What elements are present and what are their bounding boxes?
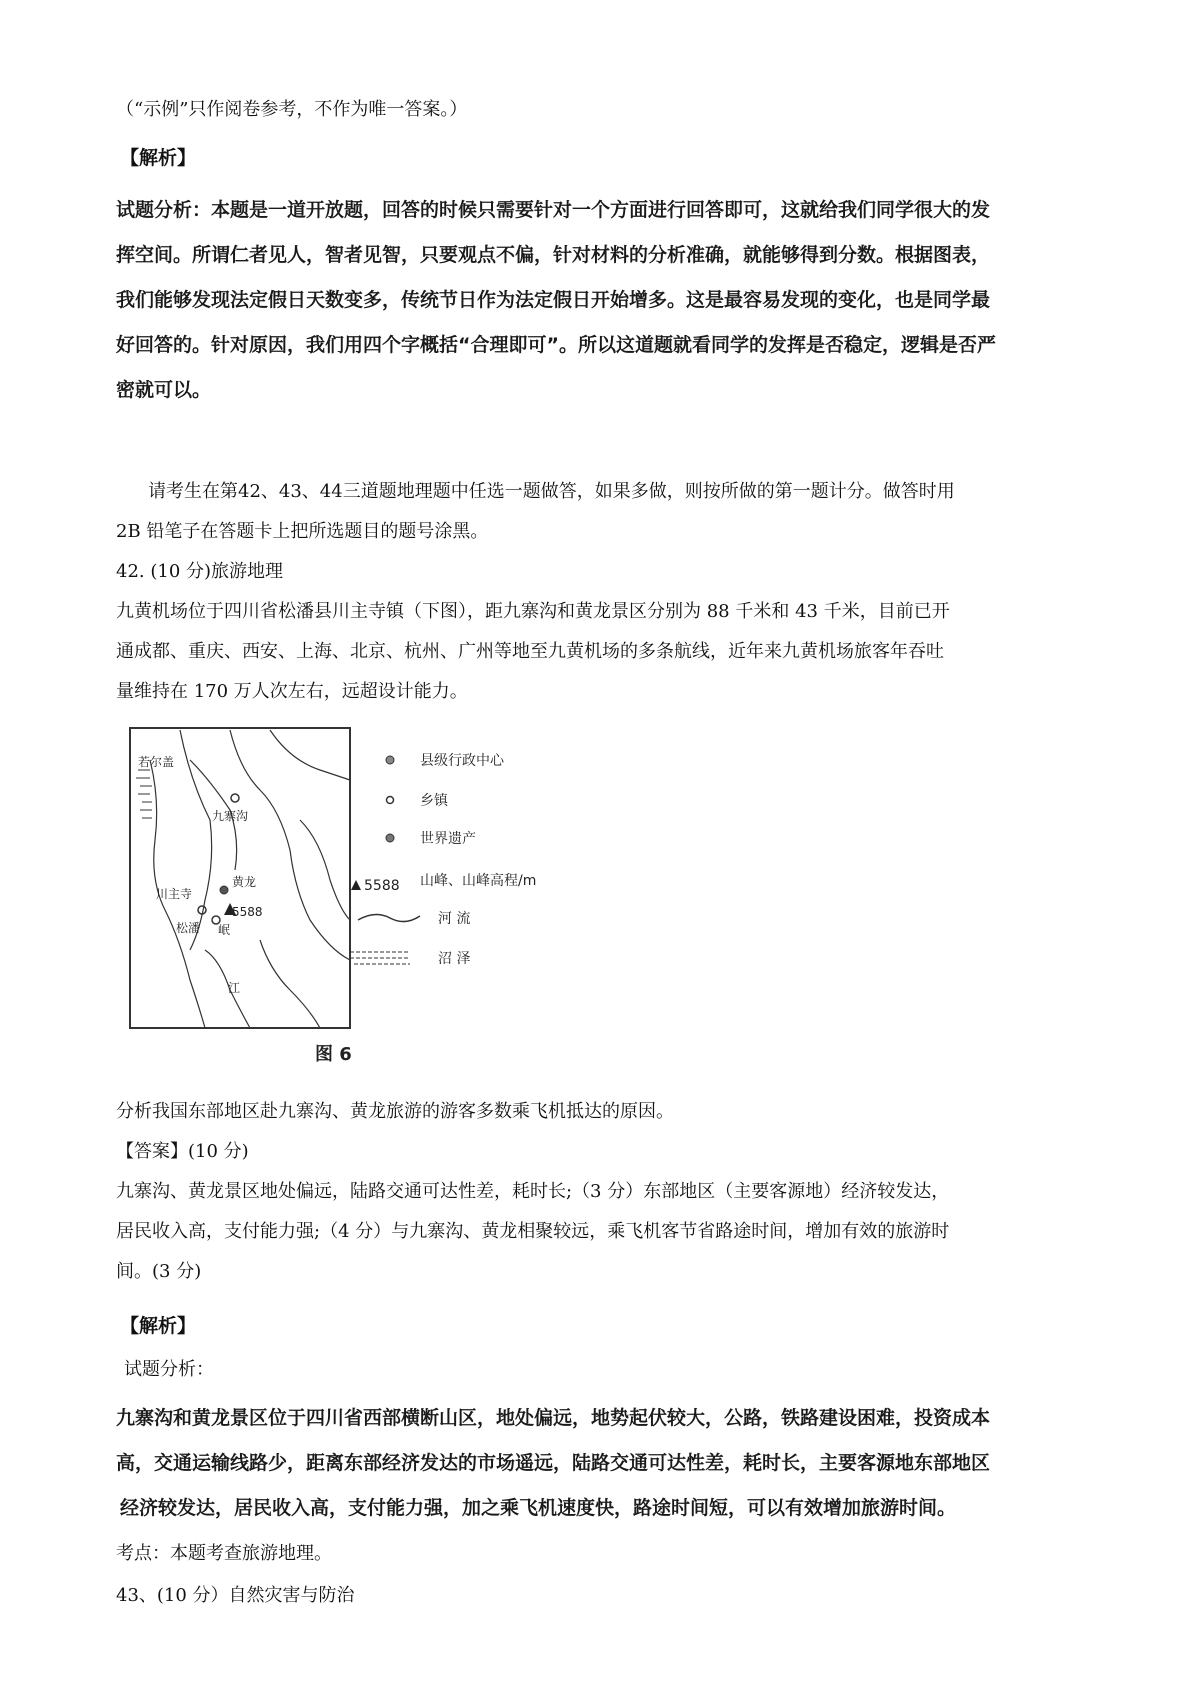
- place-jiuzhaigou: 九寨沟: [212, 809, 249, 823]
- svg-text:沼 泽: 沼 泽: [438, 951, 471, 967]
- instruction-line: 请考生在第42、43、44三道题地理题中任选一题做答，如果多做，则按所做的第一题计分。做答时用: [148, 481, 955, 502]
- analysis-line: 我们能够发现法定假日天数变多，传统节日作为法定假日开始增多。这是最容易发现的变化，也是同学最: [116, 289, 991, 311]
- river-jiang-label: 江: [228, 981, 241, 995]
- place-chuanzhusi: 川主寺: [156, 887, 193, 901]
- analysis2-heading: 【解析】: [120, 1315, 197, 1337]
- svg-text:5588: 5588: [364, 878, 400, 894]
- svg-text:乡镇: 乡镇: [420, 793, 448, 809]
- peak-label: 5588: [232, 905, 263, 919]
- analysis-line: 试题分析：本题是一道开放题，回答的时候只需要针对一个方面进行回答即可，这就给我们同学很大的发: [116, 199, 991, 221]
- river-min-label: 岷: [218, 923, 231, 937]
- figure-caption: 图 6: [315, 1044, 352, 1065]
- kaodian: 考点：本题考查旅游地理。: [116, 1543, 332, 1564]
- analysis2-line: 九寨沟和黄龙景区位于四川省西部横断山区，地处偏远，地势起伏较大，公路，铁路建设困难，投资成本: [116, 1407, 991, 1429]
- place-songpan: 松潘: [176, 921, 201, 935]
- svg-text:县级行政中心: 县级行政中心: [420, 753, 504, 769]
- analysis-heading: 【解析】: [120, 147, 197, 169]
- svg-text:世界遗产: 世界遗产: [420, 831, 476, 847]
- svg-text:山峰、山峰高程/m: 山峰、山峰高程/m: [420, 873, 537, 889]
- analysis2-line: 经济较发达，居民收入高，支付能力强，加之乘飞机速度快，路途时间短，可以有效增加旅游时间。: [120, 1497, 957, 1519]
- question-42-stem: 九黄机场位于四川省松潘县川主寺镇（下图），距九寨沟和黄龙景区分别为 88 千米和 43 千米，目前已开: [116, 601, 950, 622]
- analysis-line: 好回答的。针对原因，我们用四个字概括“合理即可”。所以这道题就看同学的发挥是否稳定，逻辑是否严: [116, 334, 996, 356]
- question-42-prompt: 分析我国东部地区赴九寨沟、黄龙旅游的游客多数乘飞机抵达的原因。: [116, 1101, 674, 1122]
- analysis2-line: 高，交通运输线路少，距离东部经济发达的市场遥远，陆路交通可达性差，耗时长，主要客源地东部地区: [116, 1452, 991, 1474]
- analysis-line: 挥空间。所谓仁者见人，智者见智，只要观点不偏，针对材料的分析准确，就能够得到分数。根据图表，: [116, 244, 991, 266]
- question-42-stem: 量维持在 170 万人次左右，远超设计能力。: [116, 681, 468, 702]
- example-note: （“示例”只作阅卷参考，不作为唯一答案。）: [116, 99, 468, 120]
- answer-line: 九寨沟、黄龙景区地处偏远，陆路交通可达性差，耗时长;（3 分）东部地区（主要客源地）经济较发达，: [116, 1181, 950, 1202]
- question-42-stem: 通成都、重庆、西安、上海、北京、杭州、广州等地至九黄机场的多条航线，近年来九黄机场旅客年吞吐: [116, 641, 944, 662]
- answer-heading: 【答案】(10 分): [116, 1141, 249, 1162]
- question-42-title: 42. (10 分)旅游地理: [116, 561, 284, 582]
- map-figure: [120, 720, 620, 1080]
- place-huanglong: 黄龙: [232, 875, 257, 889]
- instruction-line: 2B 铅笔子在答题卡上把所选题目的题号涂黑。: [116, 521, 489, 542]
- analysis2-sub: 试题分析：: [124, 1359, 214, 1380]
- map-legend: [350, 752, 536, 967]
- place-zoige: 若尔盖: [138, 755, 175, 769]
- answer-line: 间。(3 分): [116, 1261, 202, 1282]
- svg-text:河 流: 河 流: [438, 911, 471, 927]
- question-43-title: 43、(10 分）自然灾害与防治: [116, 1585, 355, 1606]
- analysis-line: 密就可以。: [116, 379, 212, 401]
- answer-line: 居民收入高，支付能力强;（4 分）与九寨沟、黄龙相聚较远，乘飞机客节省路途时间，增加有效的旅游时: [116, 1221, 950, 1242]
